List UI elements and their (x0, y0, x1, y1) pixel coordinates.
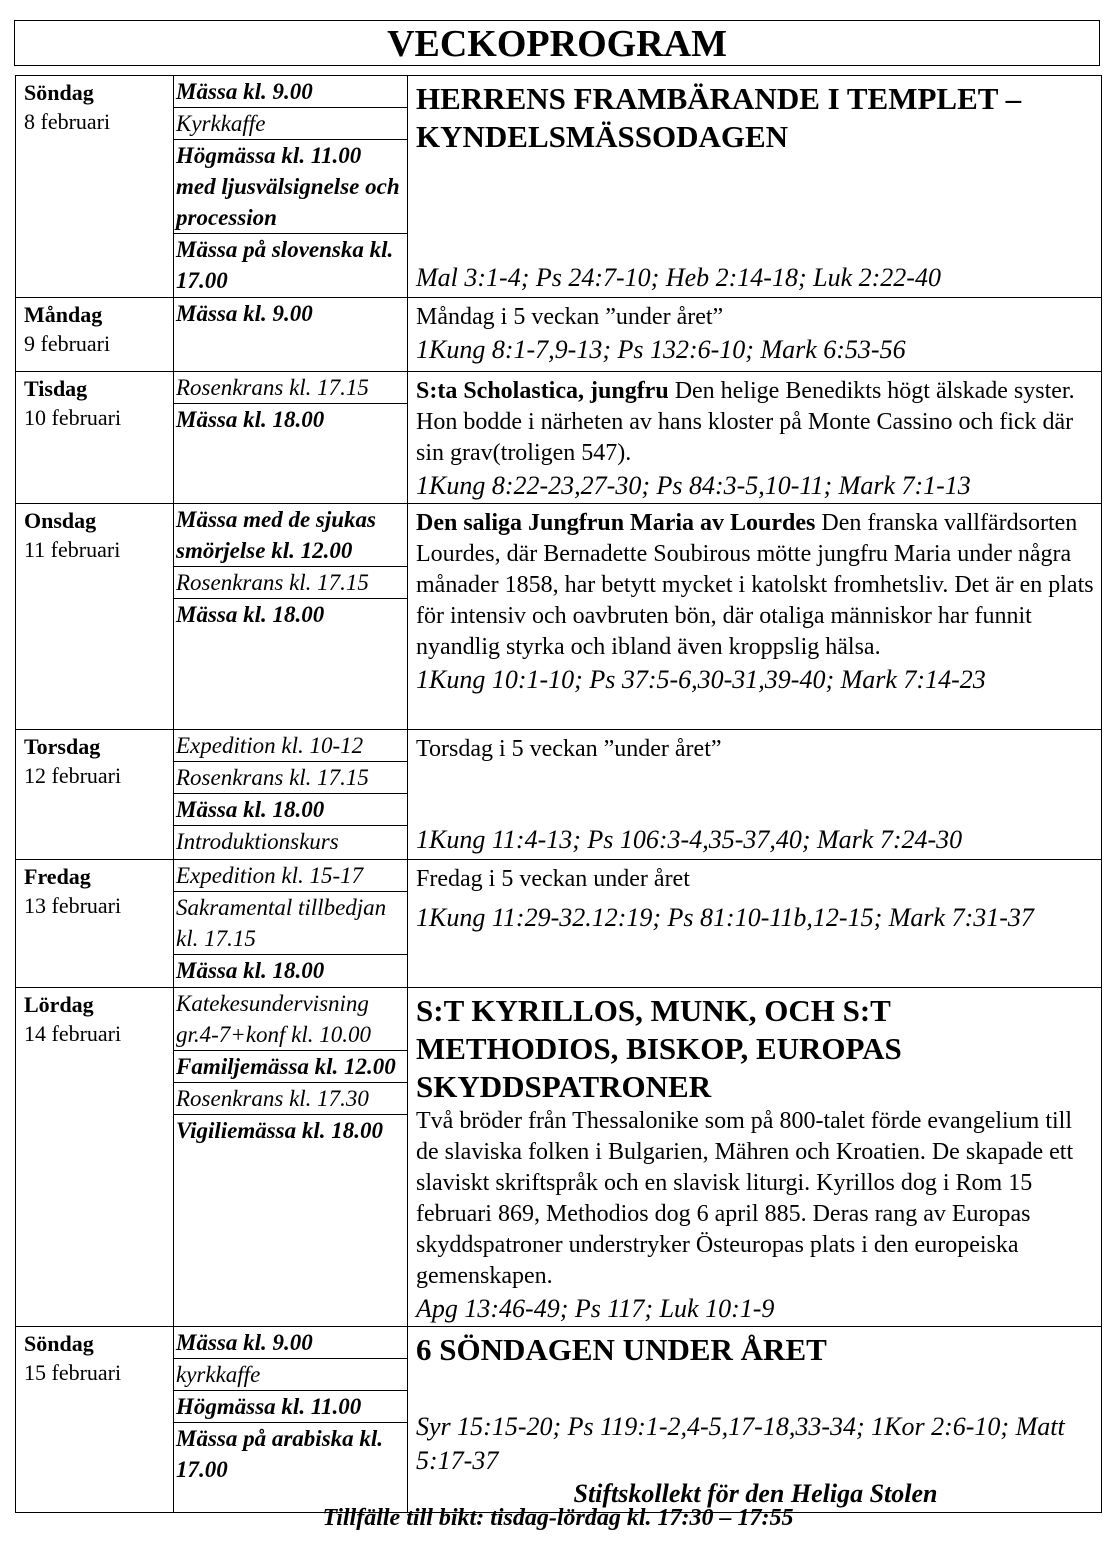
day-date: 14 februari (24, 1021, 122, 1046)
day-row (16, 372, 1102, 504)
feast-title: Den saliga Jungfrun Maria av Lourdes (416, 510, 816, 536)
event-item: Mässa kl. 18.00 (176, 407, 325, 432)
event-item: Mässa kl. 9.00 (174, 1327, 407, 1359)
bible-reading: Apg 13:46-49; Ps 117; Luk 10:1-9 (416, 1294, 775, 1323)
day-name: Måndag (24, 302, 103, 327)
day-row (16, 730, 1102, 860)
day-name: Lördag (24, 992, 94, 1017)
event-item: Mässa kl. 18.00 (176, 602, 325, 627)
day-row (16, 1327, 1102, 1513)
day-date: 8 februari (24, 109, 111, 134)
events-cell (174, 298, 408, 372)
day-row (16, 504, 1102, 730)
event-item: Introduktionskurs (176, 829, 339, 854)
confession-footer: Tillfälle till bikt: tisdag-lördag kl. 17:30 – 17:55 (322, 1505, 794, 1531)
events-cell (174, 988, 408, 1327)
day-description: Torsdag i 5 veckan ”under året” (416, 736, 722, 762)
day-cell (16, 298, 174, 372)
feast-title: S:T KYRILLOS, MUNK, OCH S:T METHODIOS, BISKOP, EUROPAS SKYDDSPATRONER (416, 993, 902, 1104)
event-item: Vigiliemässa kl. 18.00 (176, 1118, 384, 1143)
bible-reading: Syr 15:15-20; Ps 119:1-2,4-5,17-18,33-34; 1Kor 2:6-10; Matt 5:17-37 (416, 1412, 1065, 1475)
event-item: Expedition kl. 10-12 (174, 730, 407, 762)
day-date: 10 februari (24, 405, 122, 430)
event-item: Mässa kl. 18.00 (176, 958, 325, 983)
bible-reading: 1Kung 10:1-10; Ps 37:5-6,30-31,39-40; Mark 7:14-23 (416, 665, 986, 694)
page-title: VECKOPROGRAM (14, 20, 1100, 66)
day-date: 13 februari (24, 893, 122, 918)
feast-description: Den helige Benedikts högt älskade syster. Hon bodde i närheten av hans kloster på Monte Cassino och fick där sin grav(troligen 547). (416, 378, 1075, 466)
event-item: Mässa med de sjukas smörjelse kl. 12.00 (174, 504, 407, 567)
day-row (16, 988, 1102, 1327)
liturgy-cell (408, 504, 1102, 730)
day-description: Fredag i 5 veckan under året (416, 866, 690, 892)
event-item: Rosenkrans kl. 17.30 (174, 1083, 407, 1115)
bible-reading: 1Kung 11:29-32.12:19; Ps 81:10-11b,12-15; Mark 7:31-37 (416, 903, 1034, 932)
day-description: Måndag i 5 veckan ”under året” (416, 304, 724, 330)
day-name: Torsdag (24, 734, 101, 759)
liturgy-cell (408, 1327, 1102, 1513)
day-row (16, 76, 1102, 298)
feast-title: 6 SÖNDAGEN UNDER ÅRET (416, 1332, 827, 1367)
liturgy-cell (408, 988, 1102, 1327)
day-date: 12 februari (24, 763, 122, 788)
feast-title: S:ta Scholastica, jungfru (416, 378, 669, 404)
day-date: 9 februari (24, 331, 111, 356)
day-cell (16, 1327, 174, 1513)
liturgy-cell (408, 372, 1102, 504)
event-item: Katekesundervisning gr.4-7+konf kl. 10.00 (174, 988, 407, 1051)
day-cell (16, 730, 174, 860)
bible-reading: 1Kung 8:22-23,27-30; Ps 84:3-5,10-11; Mark 7:1-13 (416, 471, 971, 500)
day-cell (16, 504, 174, 730)
day-cell (16, 372, 174, 504)
day-description: Två bröder från Thessalonike som på 800-talet förde evangelium till de slaviska folken i Bulgarien, Mähren och Kroatien. De skapade ett slaviskt skriftspråk och en slavisk liturgi. Kyrillos dog i Rom 15 februari 869, Methodios dog 6 april 885. Deras rang av Europas skyddspatroner understryker Östeuropas plats i den europeiska gemenskapen. (416, 1108, 1074, 1289)
event-item: Expedition kl. 15-17 (174, 860, 407, 892)
day-date: 11 februari (24, 537, 121, 562)
event-item: Mässa kl. 18.00 (174, 794, 407, 826)
day-cell (16, 76, 174, 298)
week-schedule-table (15, 75, 1102, 1513)
bible-reading: Mal 3:1-4; Ps 24:7-10; Heb 2:14-18; Luk 2:22-40 (416, 263, 941, 292)
event-item: Mässa på slovenska kl. 17.00 (176, 237, 394, 293)
day-cell (16, 988, 174, 1327)
event-item: Rosenkrans kl. 17.15 (174, 372, 407, 404)
liturgy-cell (408, 730, 1102, 860)
day-row (16, 298, 1102, 372)
events-cell (174, 504, 408, 730)
event-item: Kyrkkaffe (174, 108, 407, 140)
liturgy-cell (408, 860, 1102, 988)
bible-reading: 1Kung 11:4-13; Ps 106:3-4,35-37,40; Mark 7:24-30 (416, 825, 963, 854)
day-name: Onsdag (24, 508, 97, 533)
event-item: Högmässa kl. 11.00 (174, 1391, 407, 1423)
events-cell (174, 372, 408, 504)
day-name: Söndag (24, 1331, 94, 1356)
day-name: Tisdag (24, 376, 88, 401)
liturgy-cell (408, 76, 1102, 298)
day-name: Fredag (24, 864, 91, 889)
events-cell (174, 730, 408, 860)
day-date: 15 februari (24, 1360, 122, 1385)
event-item: Sakramental tillbedjan kl. 17.15 (174, 892, 407, 955)
events-cell (174, 76, 408, 298)
liturgy-cell (408, 298, 1102, 372)
bible-reading: 1Kung 8:1-7,9-13; Ps 132:6-10; Mark 6:53-56 (416, 335, 906, 364)
event-item: Högmässa kl. 11.00 med ljusvälsignelse och procession (174, 140, 407, 234)
event-item: Mässa kl. 9.00 (174, 76, 407, 108)
event-item: Rosenkrans kl. 17.15 (174, 567, 407, 599)
day-row (16, 860, 1102, 988)
events-cell (174, 1327, 408, 1513)
day-name: Söndag (24, 80, 94, 105)
feast-title: HERRENS FRAMBÄRANDE I TEMPLET – KYNDELSMÄSSODAGEN (416, 81, 1022, 154)
collection-note: Stiftskollekt för den Heliga Stolen (573, 1479, 938, 1508)
event-item: Mässa kl. 9.00 (176, 301, 313, 326)
feast-description: Den franska vallfärdsorten Lourdes, där Bernadette Soubirous mötte jungfru Maria under några månader 1858, har betytt mycket i katolskt fromhetsliv. Det är en plats för intensiv och oavbruten bön, där otaliga människor har funnit nyandlig styrka och ibland även kroppslig hälsa. (416, 510, 1094, 660)
event-item: Rosenkrans kl. 17.15 (174, 762, 407, 794)
events-cell (174, 860, 408, 988)
day-cell (16, 860, 174, 988)
event-item: Mässa på arabiska kl. 17.00 (176, 1426, 384, 1482)
event-item: kyrkkaffe (174, 1359, 407, 1391)
event-item: Familjemässa kl. 12.00 (174, 1051, 407, 1083)
